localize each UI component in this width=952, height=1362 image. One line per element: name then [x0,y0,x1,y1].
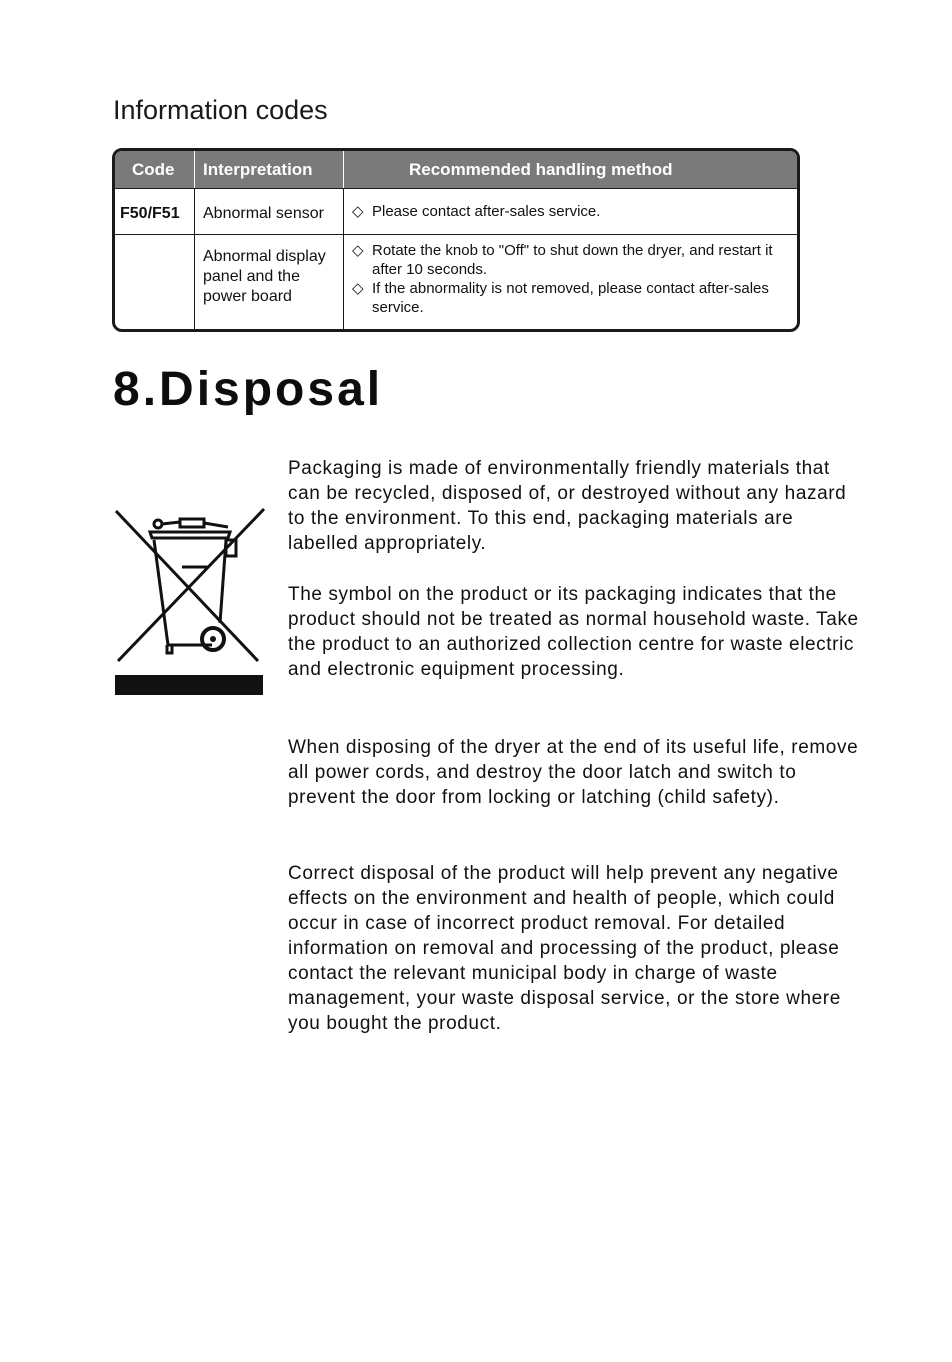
crossed-out-wheelie-bin-icon [112,505,266,697]
information-codes-table [112,148,800,332]
table-row-method: ◇ Rotate the knob to "Off" to shut down the dryer, and restart it after 10 seconds. [352,242,773,278]
column-header-method: Recommended handling method [409,160,673,179]
disposal-paragraph: The symbol on the product or its packaging indicates that the product should not be treated as normal household waste. Take the product to an authorized collection centre for waste electric and electronic equipment processing. [288,584,859,680]
row-divider [115,188,797,189]
diamond-bullet-icon: ◇ [352,203,364,220]
table-row-method: ◇ Please contact after-sales service. [352,203,601,220]
column-header-code: Code [132,160,175,179]
information-codes-heading: Information codes [113,95,328,125]
table-row-method: ◇ If the abnormality is not removed, please contact after-sales service. [352,280,769,316]
table-header [115,151,797,188]
table-row-interpretation: Abnormal display panel and the power board [203,248,326,305]
disposal-paragraph: Correct disposal of the product will help prevent any negative effects on the environment and health of people, which could occur in case of incorrect product removal. For detailed information on removal and processing of the product, please contact the relevant municipal body in charge of waste management, your waste disposal service, or the store where you bought the product. [288,863,841,1034]
table-row-code: F50/F51 [120,205,180,222]
disposal-paragraph: When disposing of the dryer at the end of its useful life, remove all power cords, and destroy the door latch and switch to prevent the door from locking or latching (child safety). [288,737,859,808]
column-divider [194,188,195,329]
disposal-title: 8.Disposal [113,363,384,416]
column-divider [343,188,344,329]
disposal-paragraph: Packaging is made of environmentally friendly materials that can be recycled, disposed of, or destroyed without any hazard to the environment. To this end, packaging materials are labelled appropriately. [288,458,847,554]
table-row-interpretation: Abnormal sensor [203,205,324,222]
header-divider [343,151,344,188]
row-divider [115,234,797,235]
diamond-bullet-icon: ◇ [352,280,364,297]
diamond-bullet-icon: ◇ [352,242,364,259]
header-divider [194,151,195,188]
column-header-interpretation: Interpretation [203,160,313,179]
